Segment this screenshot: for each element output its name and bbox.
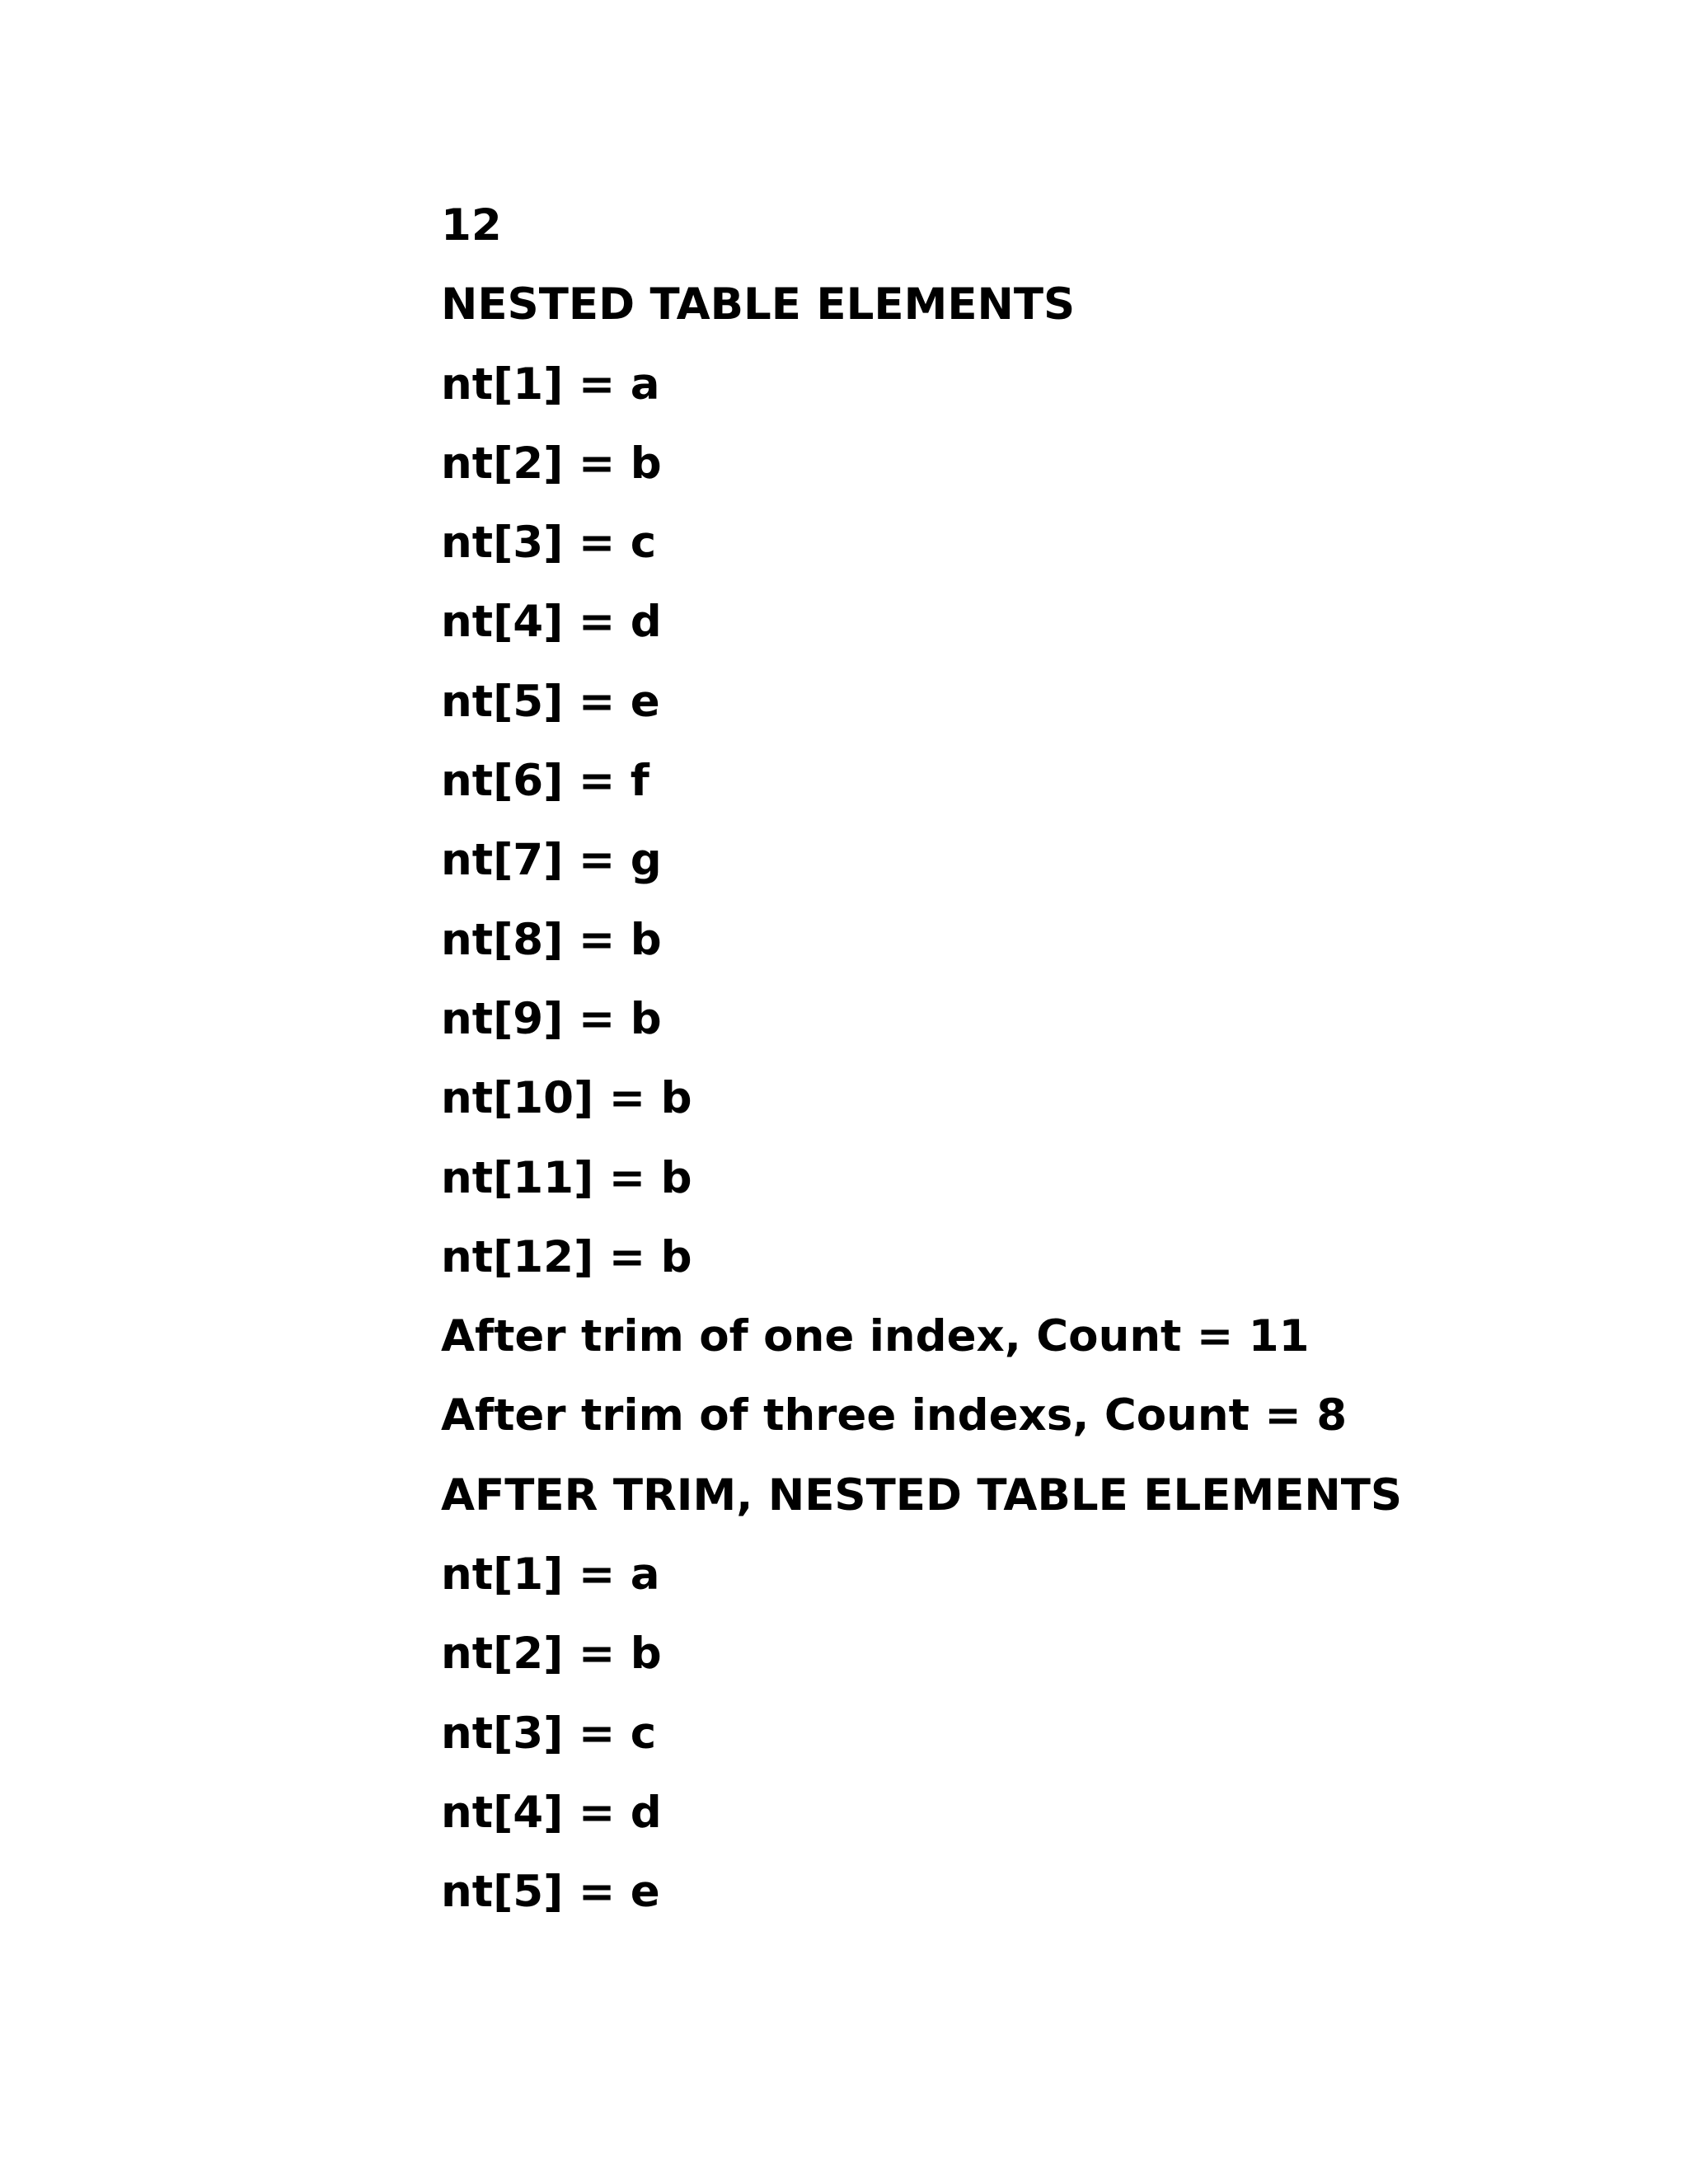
element-line: nt[12] = b (441, 1231, 692, 1282)
element-line: nt[10] = b (441, 1073, 692, 1124)
element-line: nt[7] = g (441, 835, 662, 886)
section-heading: NESTED TABLE ELEMENTS (441, 279, 1076, 330)
element-line: nt[2] = b (441, 438, 662, 489)
element-line: nt[9] = b (441, 993, 662, 1044)
section-heading: AFTER TRIM, NESTED TABLE ELEMENTS (441, 1469, 1403, 1521)
element-line: nt[4] = d (441, 597, 662, 648)
element-line: nt[4] = d (441, 1787, 662, 1838)
element-line: nt[1] = a (441, 359, 660, 410)
element-line: nt[6] = f (441, 756, 649, 807)
element-line: nt[5] = e (441, 1867, 660, 1918)
element-line: nt[3] = c (441, 518, 657, 569)
trim-count-line: After trim of one index, Count = 11 (441, 1311, 1310, 1362)
element-line: nt[1] = a (441, 1549, 660, 1601)
element-line: nt[8] = b (441, 914, 662, 965)
program-output (441, 186, 1595, 1933)
element-line: nt[11] = b (441, 1152, 692, 1203)
count-line: 12 (441, 200, 502, 251)
trim-count-line: After trim of three indexs, Count = 8 (441, 1390, 1348, 1441)
element-line: nt[5] = e (441, 676, 660, 727)
element-line: nt[3] = c (441, 1708, 657, 1759)
element-line: nt[2] = b (441, 1629, 662, 1680)
